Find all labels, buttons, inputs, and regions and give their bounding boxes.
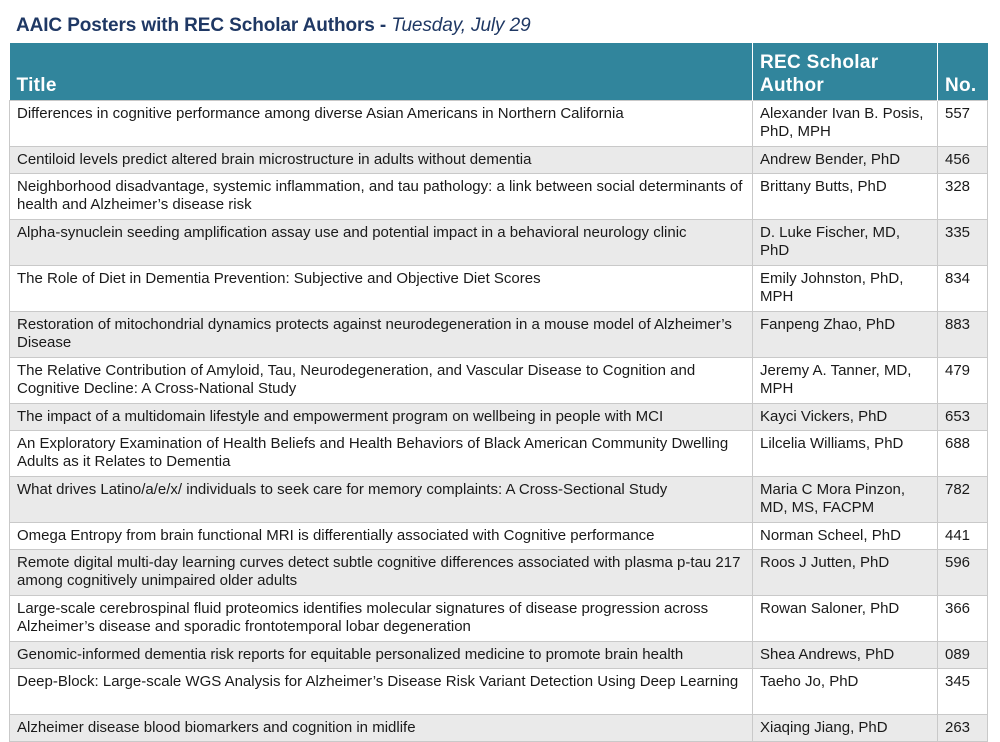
table-row [10,715,988,742]
poster-number: 688 [938,431,988,477]
poster-number: 653 [938,404,988,431]
poster-author: Kayci Vickers, PhD [753,404,938,431]
poster-title: Genomic-informed dementia risk reports for equitable personalized medicine to promote brain health [10,642,753,669]
table-row [10,266,988,312]
column-header-title: Title [10,43,753,101]
poster-author: Andrew Bender, PhD [753,147,938,174]
poster-title: What drives Latino/a/e/x/ individuals to seek care for memory complaints: A Cross-Sectional Study [10,477,753,523]
column-header-number: No. [938,43,988,101]
poster-title: Remote digital multi-day learning curves detect subtle cognitive differences associated with plasma p-tau 217 among cognitively unimpaired older adults [10,550,753,596]
poster-number: 366 [938,596,988,642]
column-header-author: REC Scholar Author [753,43,938,101]
table-row [10,431,988,477]
poster-number: 456 [938,147,988,174]
poster-title: Neighborhood disadvantage, systemic inflammation, and tau pathology: a link between social determinants of health and Alzheimer’s disease risk [10,174,753,220]
poster-title: The Relative Contribution of Amyloid, Tau, Neurodegeneration, and Vascular Disease to Cognition and Cognitive Decline: A Cross-National Study [10,358,753,404]
poster-title: The impact of a multidomain lifestyle and empowerment program on wellbeing in people with MCI [10,404,753,431]
poster-number: 596 [938,550,988,596]
poster-author: Rowan Saloner, PhD [753,596,938,642]
poster-title: Large-scale cerebrospinal fluid proteomics identifies molecular signatures of disease progression across Alzheimer’s disease and sporadic frontotemporal lobar degeneration [10,596,753,642]
poster-author: Lilcelia Williams, PhD [753,431,938,477]
poster-number: 782 [938,477,988,523]
table-row [10,147,988,174]
poster-title: Omega Entropy from brain functional MRI is differentially associated with Cognitive performance [10,523,753,550]
poster-author: Alexander Ivan B. Posis, PhD, MPH [753,101,938,147]
poster-number: 441 [938,523,988,550]
table-row [10,101,988,147]
posters-table [9,43,988,742]
header-row [10,43,988,101]
table-row [10,220,988,266]
poster-author: Fanpeng Zhao, PhD [753,312,938,358]
poster-author: Roos J Jutten, PhD [753,550,938,596]
poster-number: 557 [938,101,988,147]
poster-title: Differences in cognitive performance among diverse Asian Americans in Northern California [10,101,753,147]
table-row [10,477,988,523]
table-row [10,550,988,596]
table-row [10,312,988,358]
poster-title: Alzheimer disease blood biomarkers and cognition in midlife [10,715,753,742]
table-row [10,523,988,550]
table-row [10,669,988,715]
table-row [10,404,988,431]
poster-title: Restoration of mitochondrial dynamics protects against neurodegeneration in a mouse model of Alzheimer’s Disease [10,312,753,358]
poster-author: Shea Andrews, PhD [753,642,938,669]
poster-author: Xiaqing Jiang, PhD [753,715,938,742]
poster-number: 335 [938,220,988,266]
poster-number: 328 [938,174,988,220]
poster-number: 883 [938,312,988,358]
table-row [10,596,988,642]
poster-author: Jeremy A. Tanner, MD, MPH [753,358,938,404]
poster-number: 345 [938,669,988,715]
poster-title: The Role of Diet in Dementia Prevention: Subjective and Objective Diet Scores [10,266,753,312]
poster-title: Alpha-synuclein seeding amplification assay use and potential impact in a behavioral neurology clinic [10,220,753,266]
poster-author: Maria C Mora Pinzon, MD, MS, FACPM [753,477,938,523]
poster-author: D. Luke Fischer, MD, PhD [753,220,938,266]
poster-number: 263 [938,715,988,742]
poster-title: Deep-Block: Large-scale WGS Analysis for Alzheimer’s Disease Risk Variant Detection Using Deep Learning [10,669,753,715]
table-row [10,174,988,220]
poster-author: Emily Johnston, PhD, MPH [753,266,938,312]
poster-number: 479 [938,358,988,404]
table-row [10,358,988,404]
poster-number: 834 [938,266,988,312]
poster-title: An Exploratory Examination of Health Beliefs and Health Behaviors of Black American Community Dwelling Adults as it Relates to Dementia [10,431,753,477]
poster-title: Centiloid levels predict altered brain microstructure in adults without dementia [10,147,753,174]
poster-author: Taeho Jo, PhD [753,669,938,715]
table-row [10,642,988,669]
heading-title: AAIC Posters with REC Scholar Authors - [16,15,392,36]
heading-date: Tuesday, July 29 [391,15,531,36]
page-heading [16,15,531,37]
poster-author: Brittany Butts, PhD [753,174,938,220]
poster-author: Norman Scheel, PhD [753,523,938,550]
poster-number: 089 [938,642,988,669]
